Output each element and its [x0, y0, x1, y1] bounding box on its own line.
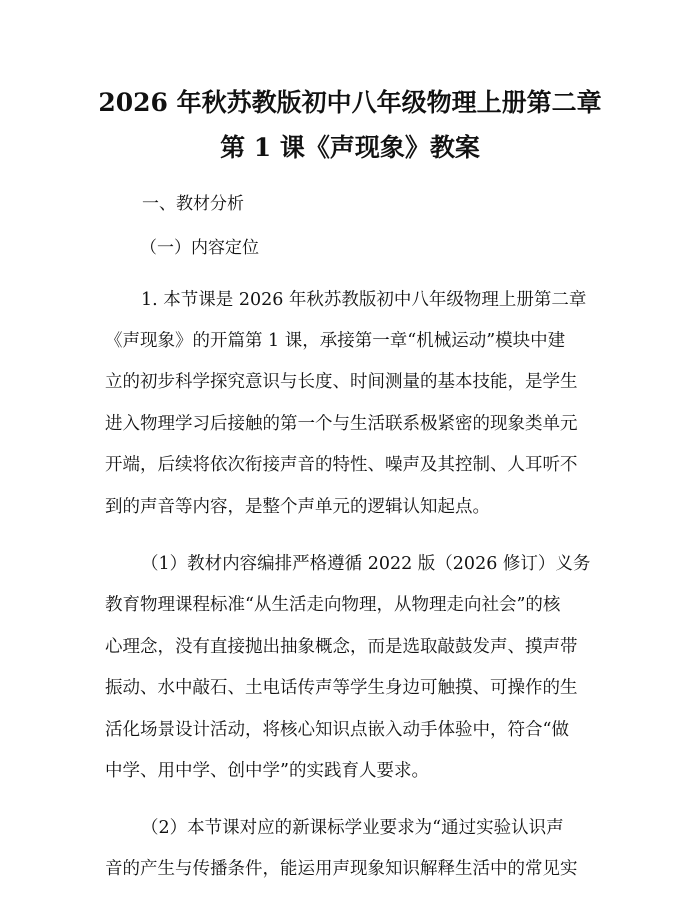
section-heading-textbook-analysis: 一、教材分析 [142, 194, 244, 214]
paragraph-line: 1. 本节课是 2026 年秋苏教版初中八年级物理上册第二章 [141, 290, 587, 310]
paragraph-line: 《声现象》的开篇第 1 课，承接第一章“机械运动”模块中建 [105, 331, 566, 351]
subsection-heading-content-positioning: （一）内容定位 [140, 238, 259, 258]
paragraph-line: 振动、水中敲石、土电话传声等学生身边可触摸、可操作的生 [105, 678, 578, 698]
paragraph-line: （2）本节课对应的新课标学业要求为“通过实验认识声 [141, 818, 564, 838]
document-title-line-2: 第 1 课《声现象》教案 [220, 133, 480, 162]
paragraph-line: 进入物理学习后接触的第一个与生活联系极紧密的现象类单元 [105, 414, 578, 434]
paragraph-line: （1）教材内容编排严格遵循 2022 版（2026 修订）义务 [141, 554, 591, 574]
document-title-line-1: 2026 年秋苏教版初中八年级物理上册第二章 [98, 88, 602, 117]
paragraph-line: 开端，后续将依次衔接声音的特性、噪声及其控制、人耳听不 [105, 455, 578, 475]
paragraph-line: 到的声音等内容，是整个声单元的逻辑认知起点。 [105, 497, 490, 517]
paragraph-line: 教育物理课程标准“从生活走向物理，从物理走向社会”的核 [105, 595, 561, 615]
paragraph-line: 中学、用中学、创中学”的实践育人要求。 [105, 761, 429, 781]
paragraph-line: 音的产生与传播条件，能运用声现象知识解释生活中的常见实 [105, 859, 578, 879]
paragraph-line: 活化场景设计活动，将核心知识点嵌入动手体验中，符合“做 [105, 720, 569, 740]
paragraph-line: 立的初步科学探究意识与长度、时间测量的基本技能，是学生 [105, 372, 578, 392]
paragraph-line: 心理念，没有直接抛出抽象概念，而是选取敲鼓发声、摸声带 [105, 637, 578, 657]
